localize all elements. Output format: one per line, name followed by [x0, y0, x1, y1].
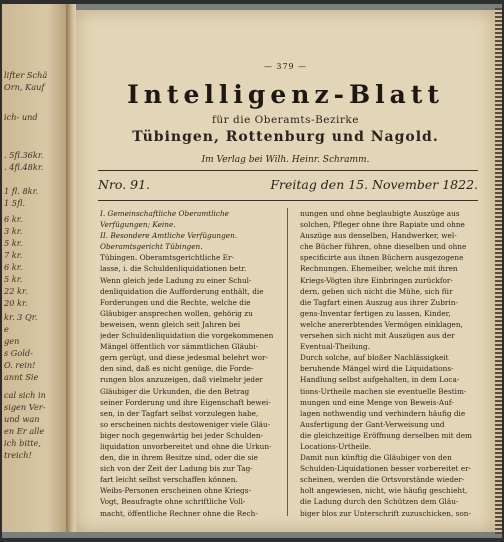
- header-rule-top: [98, 170, 478, 171]
- text-line: denliquidation die Aufforderung enthält, die: [100, 286, 264, 296]
- left-page-text-fragment: cal sich in: [4, 390, 46, 400]
- text-line: biger blos zur Unterschrift zuzuschicken, son-: [300, 508, 471, 518]
- text-line: tions-Urtheile machen sie eventuelle Bestim-: [300, 386, 467, 396]
- text-line: Kriegs-Vögten ihre Einbringen zurückfor-: [300, 275, 453, 285]
- left-page-text-fragment: O. rein!: [4, 360, 36, 370]
- left-page-text-fragment: 1 5fl.: [4, 198, 26, 208]
- text-line: rungen blos anzuzeigen, daß vielmehr jeder: [100, 375, 263, 385]
- text-line: versehen sich nicht mit Auszügen aus der: [300, 331, 455, 341]
- book-gutter: [66, 4, 76, 532]
- text-line: jeder Schuldenliquidation die vorgekommenen: [100, 331, 274, 341]
- left-page-text-fragment: . 4fl.48kr.: [4, 162, 44, 172]
- section-heading-line: Oberamtsgericht Tübingen.: [100, 242, 203, 252]
- left-page-text-fragment: 5 kr.: [4, 238, 23, 248]
- text-line: Gläubiger die Urkunden, die den Betrag: [100, 386, 250, 396]
- text-line: mungen und eine Menge von Beweis-Auf-: [300, 397, 454, 407]
- text-line: den, die in ihrem Besitze sind, oder die sie: [100, 453, 258, 463]
- header-rule-bottom: [98, 200, 478, 201]
- masthead-title: Intelligenz-Blatt: [127, 80, 444, 109]
- text-line: Locations-Urtheile.: [300, 441, 372, 451]
- text-line: die gleichzeitige Eröffnung derselben mit dem: [300, 430, 472, 440]
- left-page-text-fragment: gen: [4, 336, 20, 346]
- left-page-text-fragment: Orn, Kauf: [4, 82, 45, 92]
- scan-frame: [2, 4, 502, 538]
- text-line: che Bücher führen, ohne dieselben und ohne: [300, 242, 467, 252]
- text-line: gern gerügt, und diese jedesmal belehrt wor-: [100, 353, 268, 363]
- left-page-text-fragment: 20 kr.: [4, 298, 28, 308]
- text-line: den sind, daß es nicht genüge, die Forde-: [100, 364, 254, 374]
- text-line: seiner Forderung und ihre Eigenschaft bewei-: [100, 397, 271, 407]
- section-heading-line: I. Gemeinschaftliche Oberamtliche: [100, 209, 229, 218]
- issue-date: Freitag den 15. November 1822.: [270, 177, 478, 192]
- text-line: lasse, i. die Schuldenliquidationen betr.: [100, 264, 247, 274]
- text-line: beruhende Mängel wird die Liquidations-: [300, 364, 454, 374]
- text-line: Rechnungen. Ehemeiber, welche mit ihren: [300, 264, 458, 274]
- text-line: holt angewiesen, nicht, wie häufig geschieht,: [300, 486, 468, 496]
- text-line: lagen nothwendig und verhindern häufig die: [300, 408, 466, 418]
- newspaper-page: [76, 10, 495, 532]
- left-page-text-fragment: 6 kr.: [4, 214, 23, 224]
- left-page-text-fragment: 1 fl. 8kr.: [4, 186, 39, 196]
- text-line: macht, öffentliche Rechner ohne die Rech-: [100, 508, 258, 518]
- text-line: Schulden-Liquidationen besser vorbereitet er-: [300, 464, 472, 474]
- text-line: solchen, Pfleger ohne ihre Rapiate und ohne: [300, 220, 465, 230]
- masthead-places: Tübingen, Rottenburg und Nagold.: [132, 129, 439, 145]
- text-line: fart leicht selbst verschaffen können.: [100, 475, 238, 485]
- text-line: Damit nun künftig die Gläubiger von den: [300, 453, 452, 463]
- text-line: Mängel öffentlich vor sämmtlichen Gläubi-: [100, 342, 259, 352]
- text-line: die Tagfart einen Auszug aus ihrer Zubrin-: [300, 297, 458, 307]
- text-column-left: [100, 208, 276, 519]
- text-line: Handlung selbst aufgehalten, in dem Loca-: [300, 375, 460, 385]
- left-page-text-fragment: 5 kr.: [4, 274, 23, 284]
- left-page-text-fragment: und wan: [4, 414, 40, 424]
- left-page-text-fragment: 6 kr.: [4, 262, 23, 272]
- text-line: scheinen, werden die Ortsvorstände wieder-: [300, 475, 465, 485]
- left-page-text-fragment: e: [4, 324, 9, 334]
- text-line: sen, in der Tagfart selbst vorzulegen habe,: [100, 408, 259, 418]
- text-line: beweisen, wenn gleich seit Jahren bei: [100, 319, 241, 329]
- text-line: so erscheinen nichts destoweniger viele Gläu-: [100, 419, 271, 429]
- left-page-text-fragment: ich- und: [4, 112, 38, 122]
- left-page-text-fragment: . 5fl.36kr.: [4, 150, 44, 160]
- masthead-subtitle: für die Oberamts-Bezirke: [212, 114, 359, 126]
- text-line: liquidation unvorbereitet und ohne die Urkun-: [100, 441, 272, 451]
- section-heading-line: II. Besondere Amtliche Verfügungen.: [100, 231, 238, 241]
- text-line: dern, geben sich nicht die Mühe, sich für: [300, 286, 453, 296]
- text-line: Ausfertigung der Gant-Verweisung und: [300, 419, 445, 429]
- left-page-text-fragment: kr. 3 Qr.: [4, 312, 38, 322]
- issue-number: Nro. 91.: [98, 177, 151, 192]
- text-line: Tübingen. Oberamtsgerichtliche Er-: [100, 253, 234, 263]
- text-line: die Ladung durch den Schützen dem Gläu-: [300, 497, 459, 507]
- left-page-text-fragment: 7 kr.: [4, 250, 23, 260]
- text-line: Vogt, Beaufragte ohne schriftliche Voll-: [100, 497, 246, 507]
- section-heading-line: Verfügungen; Keine.: [100, 220, 176, 230]
- text-line: Durch solche, auf bloßer Nachlässigkeit: [300, 353, 449, 363]
- text-line: gens-Inventar fertigen zu lassen, Kinder,: [300, 308, 451, 318]
- text-line: Weibs-Personen erscheinen ohne Kriegs-: [100, 486, 251, 496]
- left-page-text-fragment: 22 kr.: [4, 286, 28, 296]
- column-divider: [287, 208, 288, 516]
- left-page-text-fragment: en Er alle: [4, 426, 45, 436]
- publisher-line: Im Verlag bei Wilh. Heinr. Schramm.: [201, 155, 370, 165]
- left-page-text-fragment: treich!: [4, 450, 32, 460]
- text-line: specificirte aus ihnen Büchern ausgezogene: [300, 253, 464, 263]
- left-page-text-fragment: sigen Ver-: [4, 402, 46, 412]
- text-line: Gläubiger ansprechen wollen, gehörig zu: [100, 308, 253, 318]
- left-page-text-fragment: ich bitte,: [4, 438, 41, 448]
- text-line: Wenn gleich jede Ladung zu einer Schul-: [100, 275, 252, 285]
- text-line: Eventual-Theilung.: [300, 342, 370, 352]
- text-line: nungen und ohne beglaubigte Auszüge aus: [300, 209, 460, 218]
- text-line: welche anererbtendes Vermögen einklagen,: [300, 319, 463, 329]
- left-page-text-fragment: lifter Schä: [4, 70, 48, 80]
- text-line: Auszüge aus denselben, Handwerker, wel-: [300, 231, 457, 241]
- left-page-text-fragment: annt Sie: [4, 372, 39, 382]
- text-line: biger noch gegenwärtig bei jeder Schulden-: [100, 430, 264, 440]
- left-page-fragment: [2, 4, 66, 532]
- text-line: Forderungen und die Rechte, welche die: [100, 297, 251, 307]
- page-edges: [495, 8, 502, 534]
- left-page-text-fragment: 3 kr.: [4, 226, 23, 236]
- text-line: sich von der Zeit der Ladung bis zur Tag-: [100, 464, 253, 474]
- page-number: — 379 —: [263, 62, 308, 71]
- issue-line: [98, 177, 478, 192]
- text-column-right: [300, 208, 476, 519]
- left-page-text-fragment: s Gold-: [4, 348, 33, 358]
